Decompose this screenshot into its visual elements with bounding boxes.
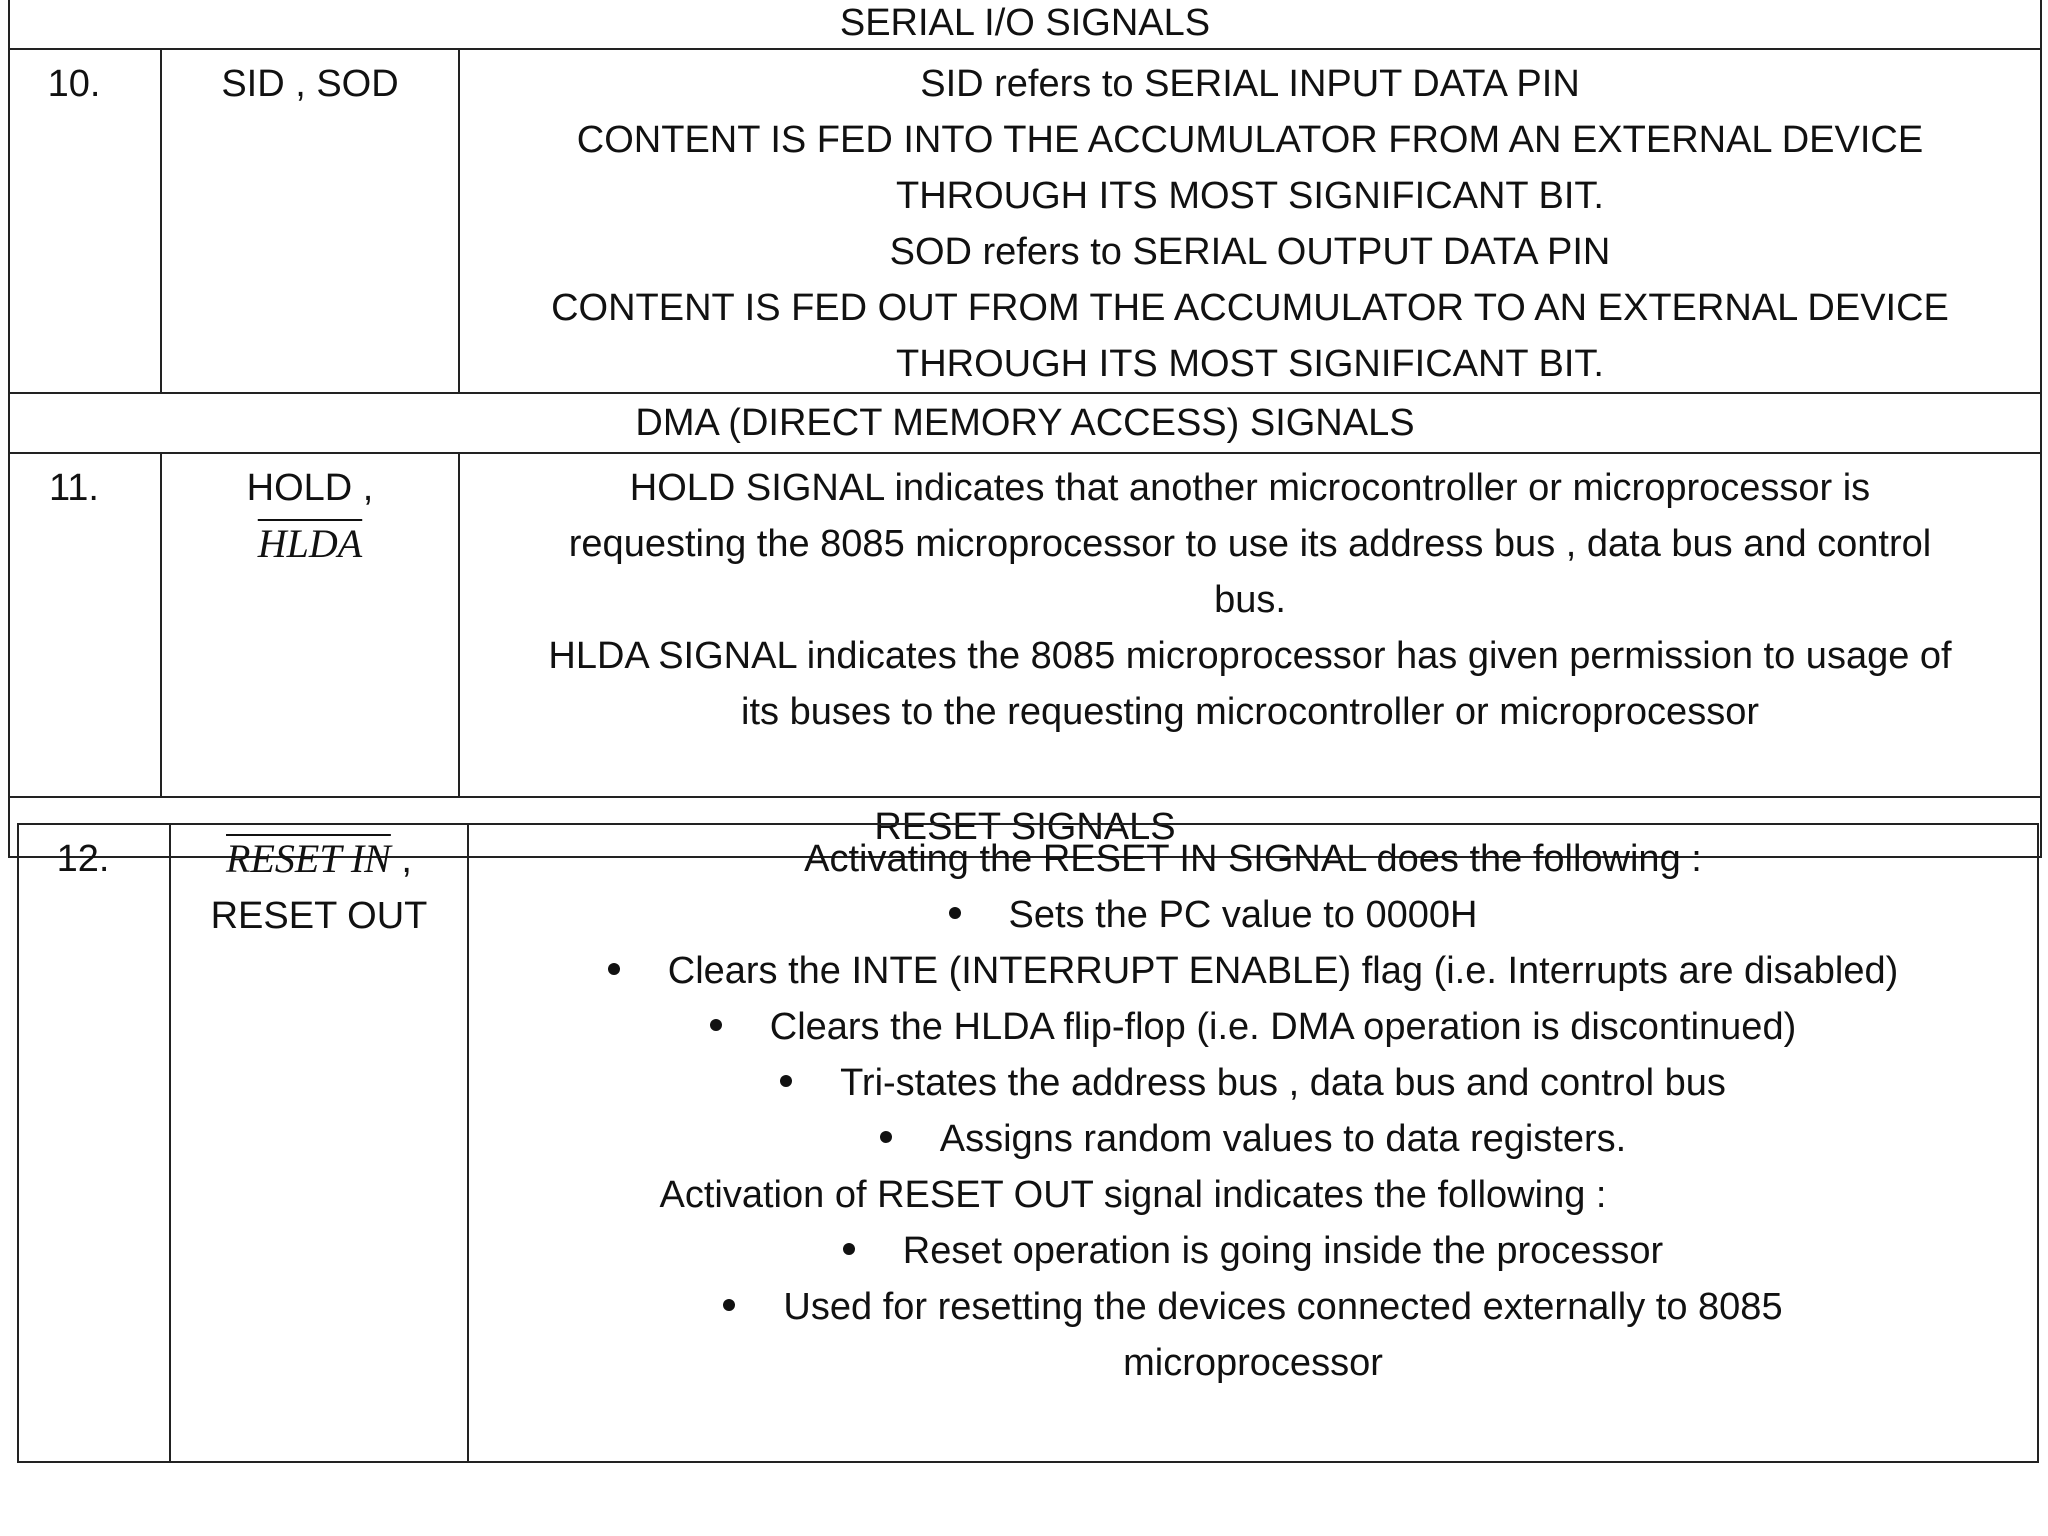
description-line: Activating the RESET IN SIGNAL does the following : — [804, 838, 1702, 880]
description-line: SID refers to SERIAL INPUT DATA PIN — [920, 63, 1580, 105]
description-line: SOD refers to SERIAL OUTPUT DATA PIN — [889, 231, 1611, 273]
description-line: THROUGH ITS MOST SIGNIFICANT BIT. — [896, 343, 1604, 385]
description-line: its buses to the requesting microcontroller or microprocessor — [741, 691, 1759, 733]
pin-description — [459, 49, 2041, 393]
dma-header: DMA (DIRECT MEMORY ACCESS) SIGNALS — [9, 393, 2041, 453]
table-row — [9, 49, 2041, 393]
pin-description — [459, 453, 2041, 797]
serial-io-header: SERIAL I/O SIGNALS — [9, 0, 2041, 49]
bullet-icon — [710, 1019, 722, 1031]
description-line: CONTENT IS FED INTO THE ACCUMULATOR FROM AN EXTERNAL DEVICE — [576, 119, 1924, 161]
list-item: Used for resetting the devices connected externally to 8085 — [469, 1279, 2037, 1335]
list-item: Assigns random values to data registers. — [469, 1111, 2037, 1167]
pin-names: RESET IN , RESET OUT — [170, 824, 468, 1462]
description-line: bus. — [1214, 579, 1286, 621]
bullet-icon — [880, 1131, 892, 1143]
reset-header: RESET SIGNALS — [9, 797, 2041, 857]
pin-reset-out: RESET OUT — [210, 895, 428, 937]
table-row — [9, 453, 2041, 797]
bullet-icon — [949, 907, 961, 919]
description-line: microprocessor — [1123, 1342, 1383, 1384]
signals-table-1 — [8, 0, 2042, 858]
table-row — [18, 824, 2038, 1462]
pin-description — [468, 824, 2038, 1462]
list-item: Clears the INTE (INTERRUPT ENABLE) flag (i.e. Interrupts are disabled) — [469, 943, 2037, 999]
bullet-icon — [608, 963, 620, 975]
description-line: requesting the 8085 microprocessor to use its address bus , data bus and control — [568, 523, 1932, 565]
pin-hlda: HLDA — [257, 521, 363, 566]
list-item: Clears the HLDA flip-flop (i.e. DMA operation is discontinued) — [469, 999, 2037, 1055]
bullet-icon — [723, 1299, 735, 1311]
description-line: THROUGH ITS MOST SIGNIFICANT BIT. — [896, 175, 1604, 217]
row-number: 11. — [9, 453, 161, 797]
list-item: Reset operation is going inside the processor — [469, 1223, 2037, 1279]
signals-table-2 — [17, 823, 2039, 1463]
row-number: 12. — [18, 824, 170, 1462]
description-line: HOLD SIGNAL indicates that another microcontroller or microprocessor is — [629, 467, 1871, 509]
bullet-icon — [780, 1075, 792, 1087]
list-item: Tri-states the address bus , data bus and control bus — [469, 1055, 2037, 1111]
description-line: CONTENT IS FED OUT FROM THE ACCUMULATOR TO AN EXTERNAL DEVICE — [551, 287, 1949, 329]
pin-names — [161, 453, 459, 797]
bullet-icon — [843, 1243, 855, 1255]
pin-reset-in: RESET IN — [226, 836, 391, 881]
description-line: HLDA SIGNAL indicates the 8085 microprocessor has given permission to usage of — [548, 635, 1952, 677]
pin-names: SID , SOD — [161, 49, 459, 393]
row-number: 10. — [9, 49, 161, 393]
description-line: Activation of RESET OUT signal indicates the following : — [659, 1174, 1607, 1216]
pin-hold: HOLD , — [246, 467, 374, 509]
list-item: Sets the PC value to 0000H — [429, 887, 1997, 943]
